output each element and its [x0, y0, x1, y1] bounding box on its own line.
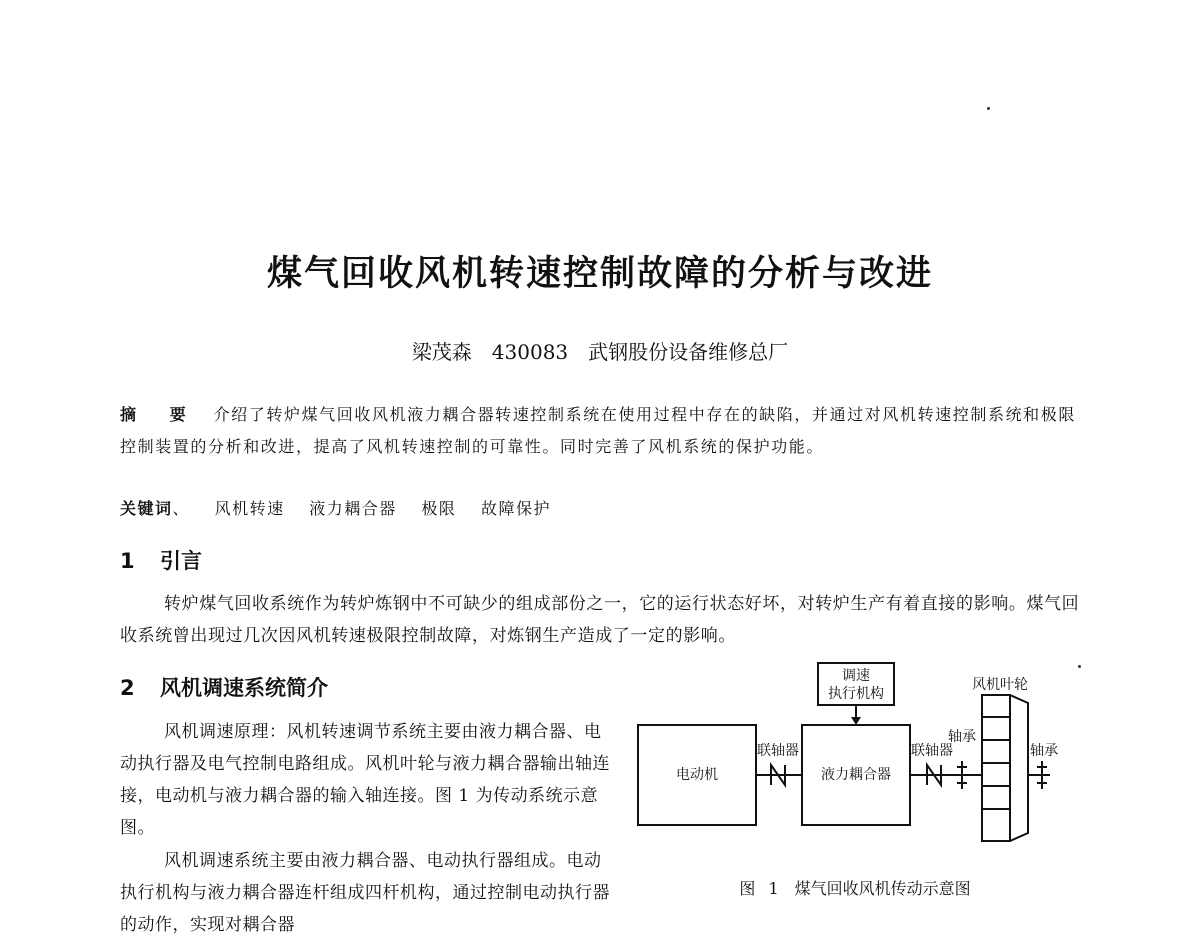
impeller-hub: [1010, 695, 1028, 841]
section2-paragraph-2: 风机调速系统主要由液力耦合器、电动执行器组成。电动执行机构与液力耦合器连杆组成四杆机构，通过控制电动执行器的动作，实现对耦合器: [120, 851, 610, 935]
section-title: 引言: [160, 549, 202, 573]
keywords-label: 关键词: [120, 499, 173, 518]
paper-title: 煤气回收风机转速控制故障的分析与改进: [266, 254, 933, 294]
keyword-item: 液力耦合器: [309, 499, 397, 518]
section2-paragraph-1: 风机调速原理：风机转速调节系统主要由液力耦合器、电动执行器及电气控制电路组成。风机叶轮与液力耦合器输出轴连接，电动机与液力耦合器的输入轴连接。图 1 为传动系统示意图。: [120, 722, 610, 838]
section-heading-2: [120, 672, 328, 702]
coupler-label: 液力耦合器: [821, 767, 891, 783]
figure-1-diagram: [630, 655, 1080, 855]
bearing-label-2: 轴承: [1030, 743, 1058, 759]
actuator-label-2: 执行机构: [828, 686, 884, 702]
section-title: 风机调速系统简介: [160, 676, 328, 700]
coupling-label-2: 联轴器: [911, 743, 953, 759]
intro-paragraph: 转炉煤气回收系统作为转炉炼钢中不可缺少的组成部份之一，它的运行状态好坏，对转炉生产有着直接的影响。煤气回收系统曾出现过几次因风机转速极限控制故障，对炼钢生产造成了一定的影响。: [120, 594, 1080, 646]
section-number: 2: [120, 676, 135, 700]
scan-speck: [987, 107, 990, 110]
abstract-text: 介绍了转炉煤气回收风机液力耦合器转速控制系统在使用过程中存在的缺陷，并通过对风机转速控制系统和极限控制装置的分析和改进，提高了风机转速控制的可靠性。同时完善了风机系统的保护功能。: [120, 405, 1076, 456]
abstract: [120, 399, 1090, 463]
actuator-label-1: 调速: [842, 668, 870, 684]
coupling-label-1: 联轴器: [757, 743, 799, 759]
impeller-label: 风机叶轮: [972, 677, 1028, 693]
keyword-item: 故障保护: [480, 499, 551, 518]
bearing-label-1: 轴承: [948, 729, 976, 745]
motor-label: 电动机: [676, 767, 718, 783]
section-number: 1: [120, 549, 135, 573]
abstract-label: 摘 要: [120, 405, 200, 424]
author-line: 梁茂森 430083 武钢股份设备维修总厂: [411, 340, 789, 364]
section-heading-1: [120, 545, 202, 575]
figure-1-caption: 图 1 煤气回收风机传动示意图: [739, 879, 971, 898]
keyword-item: 极限: [421, 499, 457, 518]
keywords: 关键词、 风机转速 液力耦合器 极限 故障保护: [120, 499, 551, 518]
keyword-item: 风机转速: [214, 499, 285, 518]
